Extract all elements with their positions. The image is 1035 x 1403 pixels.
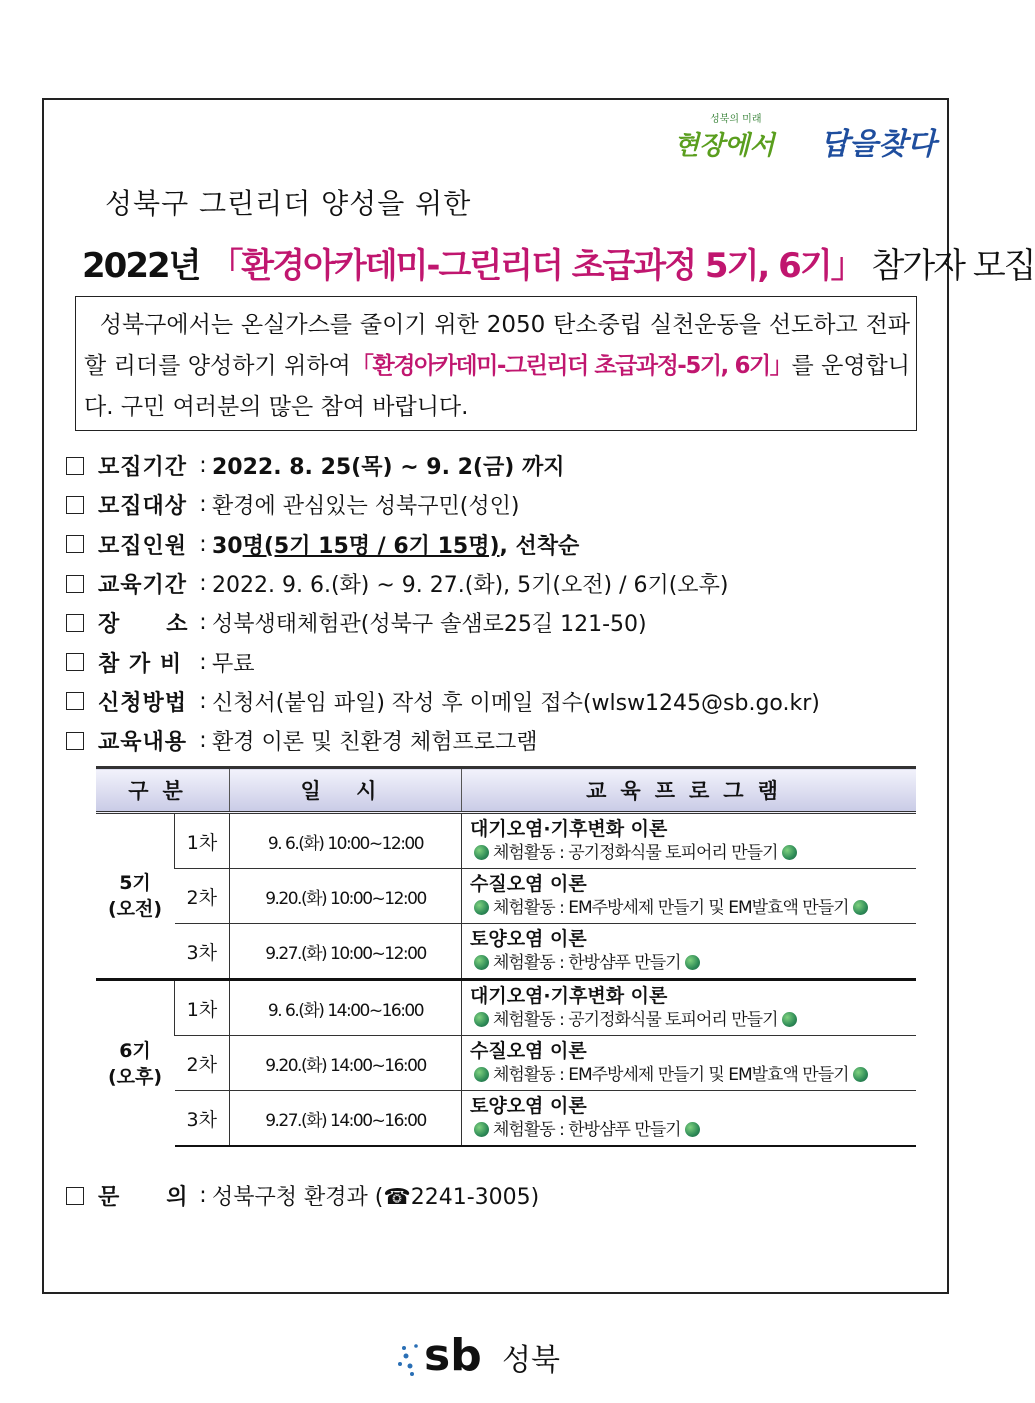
checkbox-square	[66, 653, 84, 671]
slogan-logo	[670, 108, 940, 168]
header-division: 구분	[96, 768, 230, 813]
info-row: 교육내용 : 환경 이론 및 친환경 체험프로그램	[64, 721, 924, 760]
svg-text:sb: sb	[424, 1330, 482, 1381]
table-row	[96, 1036, 916, 1091]
theory-title: 수질오염 이론	[470, 873, 587, 895]
info-value: 환경에 관심있는 성북구민(성인)	[212, 494, 520, 520]
activity-text: 체험활동 : 공기정화식물 토피어리 만들기	[493, 843, 778, 863]
theory-title: 토양오염 이론	[470, 928, 587, 950]
program-cell	[462, 1091, 917, 1147]
order-cell: 3차	[175, 924, 230, 980]
info-row: 교육기간 : 2022. 9. 6.(화) ~ 9. 27.(화), 5기(오전) / 6기(오후)	[64, 564, 924, 603]
globe-icon	[685, 955, 700, 970]
intro-text: 성북구에서는 온실가스를 줄이기 위한 2050 탄소중립 실천운동을 선도하고 전파할 리더를 양성하기 위하여「환경아카데미-그린리더 초급과정-5기, 6기」를 운영합니다. 구민 여러분의 많은 참여 바랍니다.	[84, 312, 911, 420]
svg-text:성북의 미래: 성북의 미래	[710, 114, 762, 125]
globe-icon	[474, 955, 489, 970]
svg-text:답을찾다: 답을찾다	[820, 127, 936, 162]
info-row: 참 가 비 : 무료	[64, 642, 924, 681]
datetime-cell: 9. 6.(화) 14:00~16:00	[230, 980, 462, 1036]
datetime-cell: 9. 6.(화) 10:00~12:00	[230, 813, 462, 869]
checkbox-square	[66, 692, 84, 710]
info-label: 모집대상	[98, 494, 188, 520]
datetime-cell: 9.27.(화) 10:00~12:00	[230, 924, 462, 980]
datetime-cell: 9.20.(화) 10:00~12:00	[230, 869, 462, 924]
globe-icon	[782, 845, 797, 860]
table-row	[96, 924, 916, 980]
program-cell	[462, 980, 917, 1036]
checkbox-square	[66, 1187, 84, 1205]
theory-title: 수질오염 이론	[470, 1040, 587, 1062]
info-list	[64, 446, 924, 760]
info-value: 30명(5기 15명 / 6기 15명), 선착순	[212, 533, 580, 559]
header-datetime: 일 시	[230, 768, 462, 813]
activity-text: 체험활동 : 한방샴푸 만들기	[493, 953, 681, 973]
checkbox-square	[66, 614, 84, 632]
header-program: 교육프로그램	[462, 768, 917, 813]
info-value: 성북생태체험관(성북구 솔샘로25길 121-50)	[212, 612, 647, 638]
info-value: 무료	[212, 651, 255, 677]
group-cell: 5기 (오전)	[96, 813, 175, 980]
title-highlight: 「환경아카데미-그린리더 초급과정 5기, 6기」	[209, 246, 863, 286]
info-value: 2022. 8. 25(목) ~ 9. 2(금) 까지	[212, 455, 565, 481]
info-row: 장 소 : 성북생태체험관(성북구 솔샘로25길 121-50)	[64, 603, 924, 642]
page-title	[82, 238, 1035, 287]
inquiry-value: 성북구청 환경과 (☎2241-3005)	[212, 1185, 540, 1211]
order-cell: 2차	[175, 869, 230, 924]
theory-title: 토양오염 이론	[470, 1095, 587, 1117]
info-row: 모집기간 : 2022. 8. 25(목) ~ 9. 2(금) 까지	[64, 446, 924, 485]
table-row	[96, 813, 916, 869]
checkbox-square	[66, 575, 84, 593]
globe-icon	[474, 1122, 489, 1137]
order-cell: 2차	[175, 1036, 230, 1091]
checkbox-square	[66, 535, 84, 553]
checkbox-square	[66, 496, 84, 514]
subtitle: 성북구 그린리더 양성을 위한	[105, 187, 472, 220]
title-year: 2022년	[82, 246, 210, 286]
table-row	[96, 869, 916, 924]
globe-icon	[853, 900, 868, 915]
intro-highlight: 「환경아카데미-그린리더 초급과정-5기, 6기」	[350, 353, 792, 379]
activity-text: 체험활동 : 공기정화식물 토피어리 만들기	[493, 1010, 778, 1030]
info-row: 신청방법 : 신청서(붙임 파일) 작성 후 이메일 접수(wlsw1245@sb.go.kr)	[64, 682, 924, 721]
info-label: 교육기간	[98, 573, 188, 599]
table-row	[96, 1091, 916, 1147]
globe-icon	[474, 900, 489, 915]
checkbox-square	[66, 457, 84, 475]
info-label: 교육내용	[98, 730, 188, 756]
info-row: 모집인원 : 30명(5기 15명 / 6기 15명), 선착순	[64, 525, 924, 564]
title-suffix: 참가자 모집	[862, 246, 1035, 286]
program-table	[96, 766, 916, 1147]
activity-text: 체험활동 : EM주방세제 만들기 및 EM발효액 만들기	[493, 1065, 849, 1085]
theory-title: 대기오염·기후변화 이론	[470, 985, 668, 1007]
info-row: 모집대상 : 환경에 관심있는 성북구민(성인)	[64, 485, 924, 524]
program-cell	[462, 869, 917, 924]
datetime-cell: 9.20.(화) 14:00~16:00	[230, 1036, 462, 1091]
theory-title: 대기오염·기후변화 이론	[470, 818, 668, 840]
program-cell	[462, 1036, 917, 1091]
info-label: 신청방법	[98, 690, 188, 716]
globe-icon	[474, 1067, 489, 1082]
group-cell: 6기 (오후)	[96, 980, 175, 1147]
checkbox-square	[66, 732, 84, 750]
info-label: 모집기간	[98, 455, 188, 481]
program-cell	[462, 813, 917, 869]
order-cell: 3차	[175, 1091, 230, 1147]
info-label: 모집인원	[98, 533, 188, 559]
activity-text: 체험활동 : 한방샴푸 만들기	[493, 1120, 681, 1140]
info-label: 장 소	[98, 612, 189, 638]
order-cell: 1차	[175, 980, 230, 1036]
datetime-cell: 9.27.(화) 14:00~16:00	[230, 1091, 462, 1147]
globe-icon	[474, 845, 489, 860]
info-value: 신청서(붙임 파일) 작성 후 이메일 접수(wlsw1245@sb.go.kr)	[212, 690, 820, 716]
svg-text:현장에서: 현장에서	[674, 131, 775, 161]
info-value: 환경 이론 및 친환경 체험프로그램	[212, 730, 538, 756]
info-label: 참 가 비	[98, 651, 183, 677]
globe-icon	[782, 1012, 797, 1027]
globe-icon	[685, 1122, 700, 1137]
globe-icon	[474, 1012, 489, 1027]
globe-icon	[853, 1067, 868, 1082]
program-cell	[462, 924, 917, 980]
inquiry-label: 문 의	[98, 1185, 189, 1211]
seongbuk-logo	[392, 1326, 572, 1386]
info-value: 2022. 9. 6.(화) ~ 9. 27.(화), 5기(오전) / 6기(오후)	[212, 573, 729, 599]
table-row	[96, 980, 916, 1036]
activity-text: 체험활동 : EM주방세제 만들기 및 EM발효액 만들기	[493, 898, 849, 918]
svg-text:성북: 성북	[502, 1343, 560, 1378]
inquiry-row: 문 의 : 성북구청 환경과 (☎2241-3005)	[64, 1176, 924, 1215]
order-cell: 1차	[175, 813, 230, 869]
